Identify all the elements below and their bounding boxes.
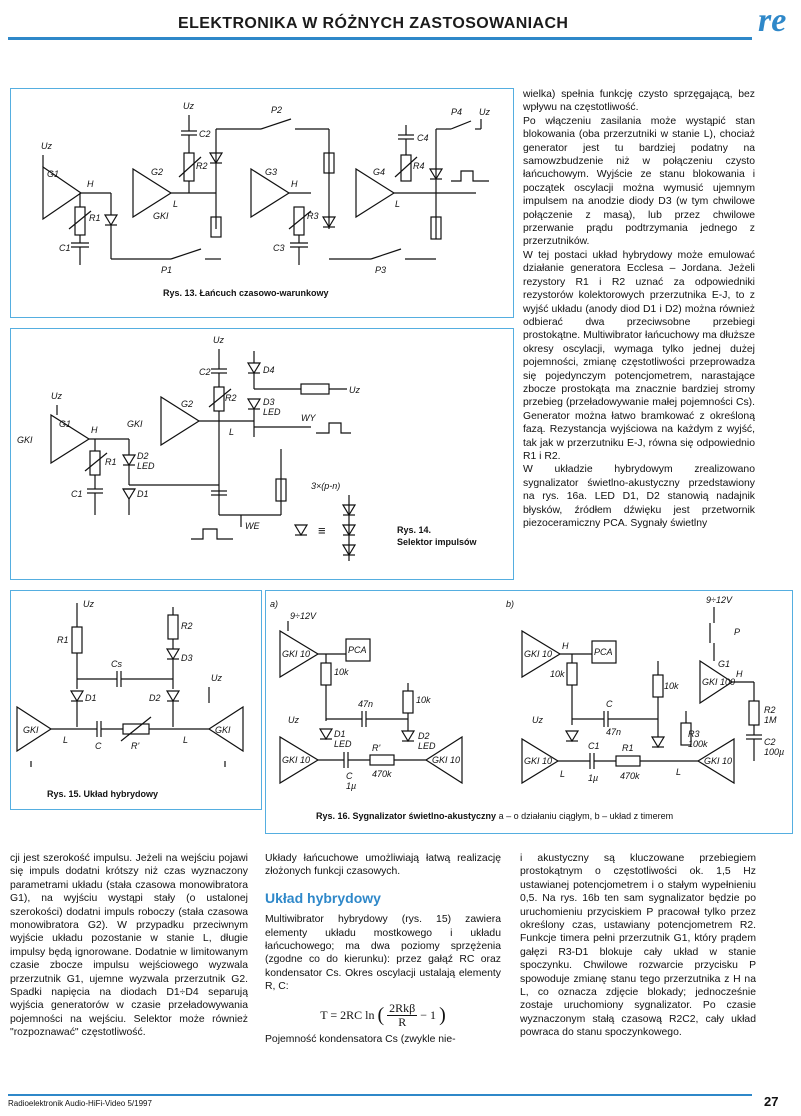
bottom-column-1	[10, 852, 248, 1040]
bottom-col2-after: Pojemność kondensatora Cs (zwykle nie-	[265, 1034, 456, 1046]
fig15-label-c: C	[95, 741, 102, 751]
figure-13	[10, 88, 514, 318]
formula-denominator: R	[398, 1015, 407, 1030]
fig16a-label-uz: Uz	[288, 715, 299, 725]
bottom-column-3	[520, 852, 756, 1040]
figure-14-caption-2: Selektor impulsów	[397, 537, 477, 547]
fig14-label-d2: D2	[137, 451, 149, 461]
fig16a-label-d1: D1	[334, 729, 346, 739]
fig15-label-gki2: GKI	[215, 725, 231, 735]
figure-16	[265, 590, 793, 834]
fig13-label-p3: P3	[375, 265, 387, 275]
fig16-label-b: b)	[506, 599, 515, 609]
fig14-label-r1: R1	[105, 457, 117, 467]
magazine-logo: re	[758, 2, 787, 39]
fig16b-label-100k: 100k	[688, 739, 708, 749]
fig15-label-d3: D3	[181, 653, 193, 663]
fig14-label-pn: 3×(p-n)	[311, 481, 341, 491]
fig16b-label-pca: PCA	[594, 647, 613, 657]
fig14-label-g1: G1	[59, 419, 72, 429]
fig15-label-d2: D2	[149, 693, 161, 703]
fig15-label-r: R'	[131, 741, 140, 751]
bottom-col2-body: Multiwibrator hybrydowy (rys. 15) zawiera elementy układu mostkowego i układu łańcuchowego; ma dwa poziomy sprzężenia (zgodne co do kierunku): przez gałąź RC oraz kondensator Cs. Okres oscylacji ustalają elementy R, C:	[265, 914, 501, 993]
fig16a-label-led1: LED	[334, 739, 352, 749]
fig14-label-h: H	[91, 425, 98, 435]
fig16a-label-47n: 47n	[358, 699, 374, 709]
fig14-label-c2: C2	[199, 367, 211, 377]
fig16a-label-1u: 1µ	[346, 781, 357, 791]
fig15-label-uz1: Uz	[83, 599, 94, 609]
fig16a-label-supply: 9÷12V	[290, 611, 316, 621]
fig13-label-p4: P4	[451, 107, 463, 117]
fig13-label-c1: C1	[59, 243, 71, 253]
fig13-label-r1: R1	[89, 213, 101, 223]
fig14-label-d3: D3	[263, 397, 275, 407]
fig16b-label-r2: R2	[764, 705, 776, 715]
fig16b-label-10k-a: 10k	[550, 669, 565, 679]
fig16b-label-h2: H	[736, 669, 743, 679]
fig15-label-gki1: GKI	[23, 725, 39, 735]
fig13-label-r2: R2	[196, 161, 208, 171]
fig13-label-p1: P1	[161, 265, 173, 275]
fig13-label-g2: G2	[151, 167, 164, 177]
bottom-col3-paragraph: i akustyczny są kluczowane przebiegiem prostokątnym o częstotliwości ok. 1,5 Hz ustawianej potencjometrem i o stałym wypełnieniu 0,5. Na rys. 16b ten sam sygnalizator będzie po uruchomieniu przyciskiem P pracował tylko przez określony czas, ustawiany potencjometrem R2. Funkcje timera pełni przerzutnik G1, który prądem gałęzi R3-D1 blokuje cały układ w stanie spoczynku. Chwilowe rozwarcie przycisku P spowoduje zmianę stanu tego przerzutnika z H na L, co oznacza zdjęcie blokady; jednocześnie zostaje uruchomiony sygnalizator. Po czasie wyznaczonym stałą czasową R2C2, cały układ powraca do stanu spoczynkowego.	[520, 853, 756, 1039]
formula-period	[265, 1002, 501, 1030]
figure-16-caption-rest: a – o działaniu ciągłym, b – układ z timerem	[496, 811, 674, 821]
fig13-label-c4: C4	[417, 133, 429, 143]
fig14-label-uz2: Uz	[51, 391, 62, 401]
header-rule	[8, 37, 752, 40]
fig15-label-l2: L	[183, 735, 189, 745]
fig16b-label-gki-right: GKI 10	[704, 756, 733, 766]
fig16a-label-gki-top: GKI 10	[282, 649, 311, 659]
fig13-label-l1: L	[173, 199, 179, 209]
right-paragraph-4: W układzie hybrydowym zrealizowano sygnalizator świetlno-akustyczny przedstawiony na rys. 16a. LED D1, D2 stanowią nadajnik błysków, źródłem dźwięku jest przetwornik piezoceramiczny PCA. Sygnały świetlny	[523, 464, 755, 529]
fig13-label-c2: C2	[199, 129, 211, 139]
fig14-label-led2: LED	[137, 461, 155, 471]
fig13-label-gki: GKI	[153, 211, 169, 221]
right-column-text	[523, 88, 755, 530]
fig15-label-r1: R1	[57, 635, 69, 645]
right-paragraph-2: Po włączeniu zasilania może wystąpić stan blokowania (oba przerzutniki w stanie L), chociaż generator jest tu bardziej podatny na samowzbudzenie niż w połączeniu czysto łańcuchowym. Wyjście ze stanu blokowania i początek oscylacji można wymusić ujemnym impulsem na anodzie diody D3 (w tym chwilowe połączenie z masą), lub przez chwilowe przerwanie prądu podtrzymania jednego z przerzutników.	[523, 115, 755, 248]
figure-16-caption	[316, 811, 673, 821]
fig16b-label-h1: H	[562, 641, 569, 651]
fig14-label-wy: WY	[301, 413, 316, 423]
fig14-label-gki1: GKI	[17, 435, 33, 445]
fig16a-label-r: R'	[372, 743, 381, 753]
fig16b-label-c2: C2	[764, 737, 776, 747]
fig16b-label-l2: L	[676, 767, 682, 777]
fig16a-label-gki-left: GKI 10	[282, 755, 311, 765]
fig16a-label-pca: PCA	[348, 645, 367, 655]
fig16b-label-gki100: GKI 100	[702, 677, 736, 687]
fig16b-label-gki-left: GKI 10	[524, 756, 553, 766]
fig13-label-l2: L	[395, 199, 401, 209]
fig13-label-c3: C3	[273, 243, 285, 253]
fig16b-label-1m: 1M	[764, 715, 777, 725]
footer-source: Radioelektronik Audio-HiFi-Video 5/1997	[8, 1099, 152, 1108]
fig14-label-c1: C1	[71, 489, 83, 499]
fig13-label-r4: R4	[413, 161, 425, 171]
figure-15	[10, 590, 262, 810]
figure-16-schematic	[266, 591, 792, 833]
formula-right: − 1	[420, 1007, 437, 1022]
fig15-label-cs: Cs	[111, 659, 122, 669]
formula-left: T = 2RC ln	[320, 1007, 375, 1022]
figure-13-schematic	[11, 89, 513, 317]
figure-15-schematic	[11, 591, 261, 809]
fig16b-label-uz: Uz	[532, 715, 543, 725]
bottom-col1-paragraph: cji jest szerokość impulsu. Jeżeli na wejściu pojawi się impuls dodatni krótszy niż czas wyznaczony parametrami układu (stała czasowa monowibratora G1), na wyjściu wystąpi stały (o ustalonej szerokości) dodatni impuls roboczy (stała czasowa monowibratora G2). W przypadku przeciwnym wyjście układu pozostanie w stanie L, długie impulsy będą ignorowane. Dodatnie w limitowanym czasie zbocze impulsu wejściowego wyzwala przerzutnik G1, ujemne wyzwala przerzutnik G2. Spadki napięcia na diodach D1÷D4 separują wyjścia generatorów w czasie przeładowywania pojemności na wejściu. Selektor może również "rozpoznawać" częstotliwość.	[10, 853, 248, 1039]
fig14-label-l: L	[229, 427, 235, 437]
formula-fraction	[387, 1002, 417, 1030]
fig16a-label-gki-right: GKI 10	[432, 755, 461, 765]
fig16b-label-10k-b: 10k	[664, 681, 679, 691]
fig16a-label-10k-a: 10k	[334, 667, 349, 677]
footer-rule	[8, 1094, 752, 1096]
fig16b-label-supply: 9÷12V	[706, 595, 732, 605]
figure-15-caption: Rys. 15. Układ hybrydowy	[47, 789, 159, 799]
fig13-label-r3: R3	[307, 211, 319, 221]
fig13-label-p2: P2	[271, 105, 283, 115]
fig14-label-gki2: GKI	[127, 419, 143, 429]
fig15-label-d1: D1	[85, 693, 97, 703]
bottom-col2-intro: Układy łańcuchowe umożliwiają łatwą realizację złożonych funkcji czasowych.	[265, 853, 501, 878]
page-number: 27	[764, 1094, 779, 1109]
fig14-label-d4: D4	[263, 365, 275, 375]
fig14-label-uz3: Uz	[349, 385, 360, 395]
fig16a-label-led2: LED	[418, 741, 436, 751]
fig16b-label-r3: R3	[688, 729, 700, 739]
right-paragraph-3: W tej postaci układ hybrydowy może emulować działanie generatora Ecclesa – Jordana. Jeżeli rezystory R1 i R2 uznać za odpowiedniki rezystorów kolektorowych przerzutnika E-J, to z wyjść układu (anody diod D1 i D2) można również odbierać dwa przeciwsobne przebiegi prostokątne. Multiwibrator łańcuchowy ma dłuższe okresy oscylacji, wymaga tylko jednej dużej pojemności, zmianę częstotliwości przeprowadza się pojedynczym potencjometrem, narastające zbocze prostokąta ma znacznie bardziej stromy przebieg (przeładowywanie małej pojemności Cs). Generator można łatwo bramkować z określoną fazą. Rezystancja wyjściowa na każdym z wyjść, tak jak w przerzutniku E-J, równa się odpowiednio R1 i R2.	[523, 249, 755, 462]
fig13-label-g1: G1	[47, 169, 60, 179]
fig14-label-equiv: ≡	[318, 523, 326, 538]
fig16a-label-10k-b: 10k	[416, 695, 431, 705]
fig16b-label-100u: 100µ	[764, 747, 785, 757]
fig13-label-uz2: Uz	[183, 101, 194, 111]
fig16a-label-470k: 470k	[372, 769, 392, 779]
fig16b-label-c: C	[606, 699, 613, 709]
fig16b-label-p: P	[734, 627, 741, 637]
fig16b-label-l1: L	[560, 769, 566, 779]
section-heading-hybrid: Układ hybrydowy	[265, 889, 381, 906]
formula-paren-close: )	[439, 1003, 446, 1026]
right-paragraph-1: wielka) spełnia funkcję czysto sprzęgającą, bez wpływu na częstotliwość.	[523, 89, 755, 114]
figure-13-caption: Rys. 13. Łańcuch czasowo-warunkowy	[163, 288, 329, 298]
fig15-label-l1: L	[63, 735, 69, 745]
fig16b-label-470k: 470k	[620, 771, 640, 781]
fig14-label-g2: G2	[181, 399, 194, 409]
fig16b-label-c1: C1	[588, 741, 600, 751]
fig14-label-uz1: Uz	[213, 335, 224, 345]
fig16b-label-1u: 1µ	[588, 773, 599, 783]
formula-paren-open: (	[377, 1003, 385, 1026]
fig16a-label-d2: D2	[418, 731, 430, 741]
page-header-title: ELEKTRONIKA W RÓŻNYCH ZASTOSOWANIACH	[178, 15, 569, 32]
fig16a-label-c: C	[346, 771, 353, 781]
figure-16-caption-bold: Rys. 16. Sygnalizator świetlno-akustyczny	[316, 811, 497, 821]
figure-14	[10, 328, 514, 580]
fig16b-label-g1: G1	[718, 659, 731, 669]
fig13-label-h2: H	[291, 179, 298, 189]
fig16b-label-r1: R1	[622, 743, 634, 753]
fig13-label-h: H	[87, 179, 94, 189]
fig14-label-led1: LED	[263, 407, 281, 417]
bottom-column-2	[265, 852, 501, 1047]
fig13-label-g4: G4	[373, 167, 386, 177]
fig16b-label-47n: 47n	[606, 727, 622, 737]
fig16b-label-gki-top: GKI 10	[524, 649, 553, 659]
fig13-label-g3: G3	[265, 167, 278, 177]
fig15-label-uz2: Uz	[211, 673, 222, 683]
fig13-label-uz3: Uz	[479, 107, 490, 117]
figure-14-caption-1: Rys. 14.	[397, 525, 432, 535]
fig15-label-r2: R2	[181, 621, 193, 631]
fig14-label-we: WE	[245, 521, 260, 531]
formula-numerator: 2Rkβ	[389, 1000, 416, 1015]
fig16-label-a: a)	[270, 599, 279, 609]
fig14-label-d1: D1	[137, 489, 149, 499]
fig13-label-uz1: Uz	[41, 141, 52, 151]
fig14-label-r2: R2	[225, 393, 237, 403]
